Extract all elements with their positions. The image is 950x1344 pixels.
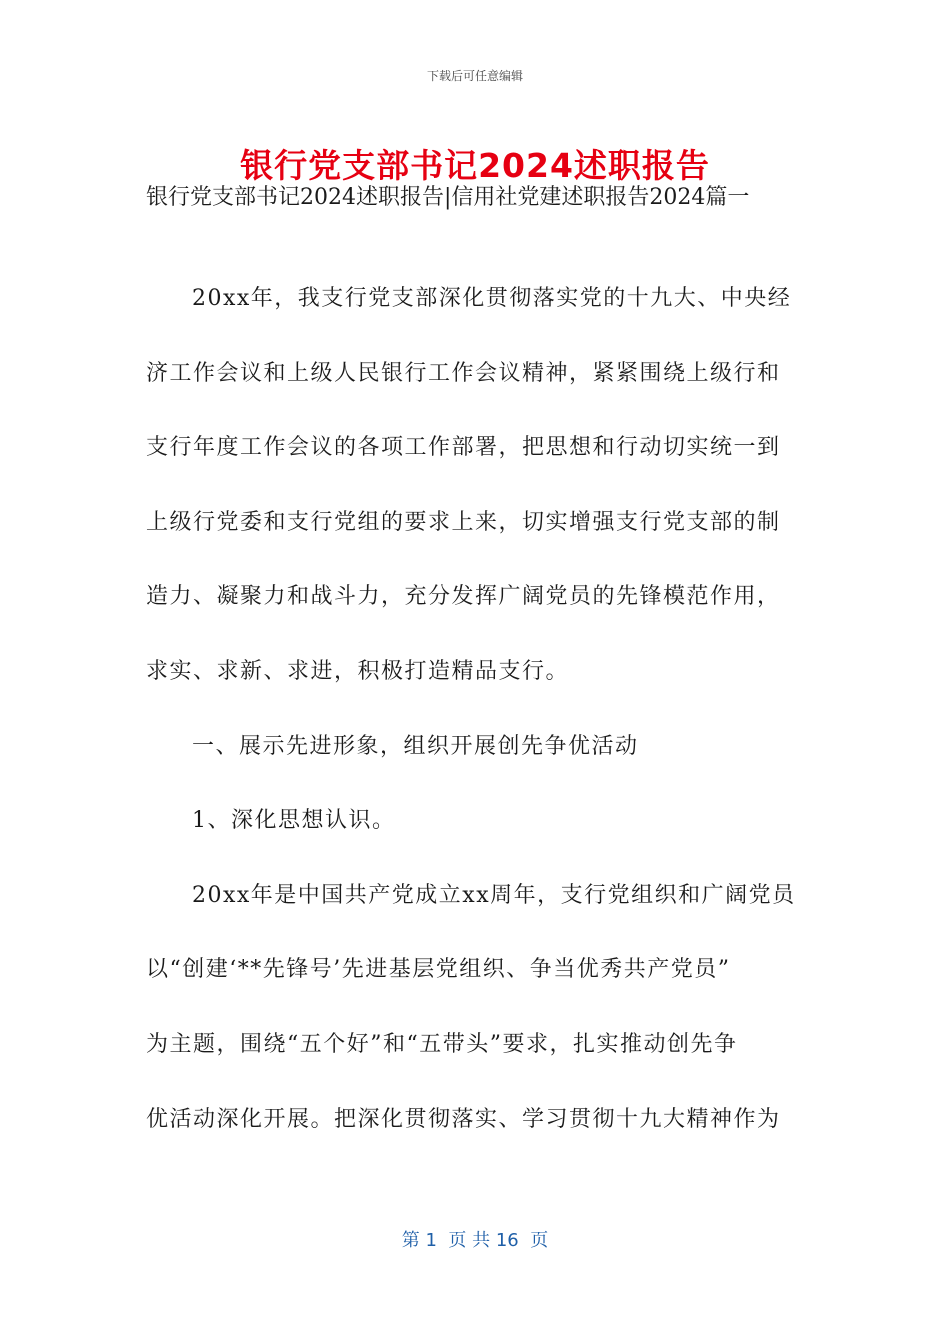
body-line: 20xx年是中国共产党成立xx周年，支行党组织和广阔党员	[192, 882, 796, 908]
body-line: 求实、求新、求进，积极打造精品支行。	[146, 658, 570, 684]
body-line: 支行年度工作会议的各项工作部署，把思想和行动切实统一到	[146, 435, 781, 461]
document-subtitle: 银行党支部书记2024述职报告|信用社党建述职报告2024篇一	[146, 185, 750, 210]
document-title: 银行党支部书记2024述职报告	[240, 146, 710, 185]
body-line: 造力、凝聚力和战斗力，充分发挥广阔党员的先锋模范作用，	[146, 584, 781, 610]
body-line: 济工作会议和上级人民银行工作会议精神，紧紧围绕上级行和	[146, 360, 781, 386]
subsection-heading: 1、深化思想认识。	[192, 808, 396, 834]
body-line: 为主题，围绕“五个好”和“五带头”要求，扎实推动创先争	[146, 1031, 738, 1057]
header-note: 下载后可任意编辑	[426, 69, 523, 83]
body-line: 20xx年，我支行党支部深化贯彻落实党的十九大、中央经	[192, 286, 792, 311]
section-heading: 一、展示先进形象，组织开展创先争优活动	[192, 733, 639, 759]
body-line: 上级行党委和支行党组的要求上来，切实增强支行党支部的制	[146, 509, 781, 535]
page-footer	[0, 1226, 950, 1252]
document-body	[146, 262, 806, 1157]
body-line: 优活动深化开展。把深化贯彻落实、学习贯彻十九大精神作为	[146, 1106, 781, 1132]
body-line: 以“创建‘**先锋号’先进基层党组织、争当优秀共产党员”	[146, 957, 731, 983]
page-number-label: 第 1 页 共 16 页	[401, 1230, 549, 1251]
